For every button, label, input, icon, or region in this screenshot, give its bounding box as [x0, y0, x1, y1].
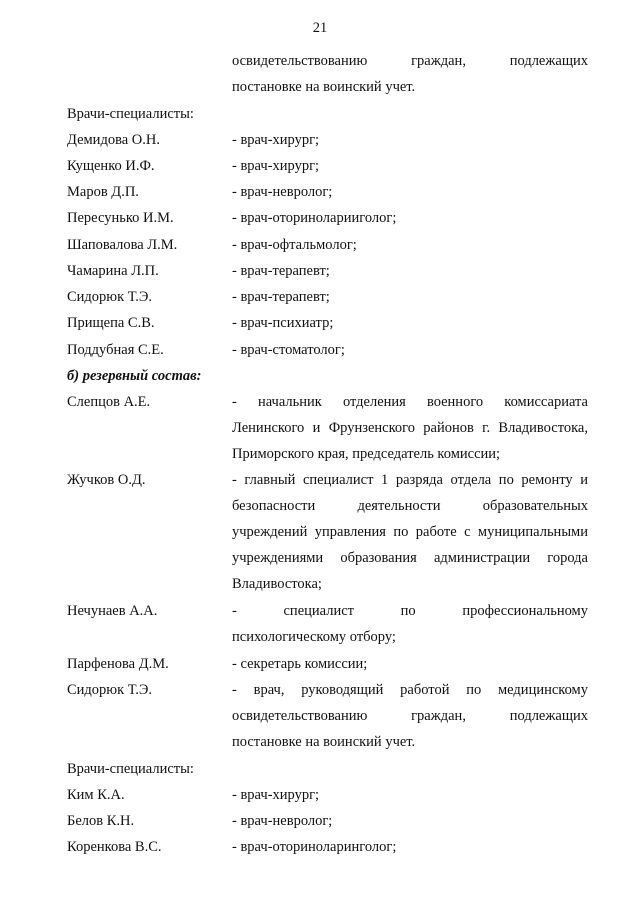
member-role: - врач-офтальмолог;: [232, 237, 357, 253]
member-role: - врач-стоматолог;: [232, 342, 345, 358]
member-name: Жучков О.Д.: [67, 472, 146, 488]
member-role-line: освидетельствованию граждан, подлежащих: [232, 708, 588, 724]
member-role: - врач-терапевт;: [232, 289, 330, 305]
member-name: Прищепа С.В.: [67, 315, 155, 331]
member-name: Демидова О.Н.: [67, 132, 160, 148]
member-role-line: - врач, руководящий работой по медицинскому: [232, 682, 588, 698]
member-role-line: Владивостока;: [232, 576, 322, 592]
page-number: 21: [312, 20, 328, 36]
reserve-heading: б) резервный состав:: [67, 368, 202, 384]
member-role: - врач-оториноларииголог;: [232, 210, 397, 226]
member-role-line: постановке на воинский учет.: [232, 734, 416, 750]
continuation-line: постановке на воинский учет.: [232, 79, 416, 95]
member-name: Поддубная С.Е.: [67, 342, 164, 358]
member-name: Парфенова Д.М.: [67, 656, 169, 672]
section-heading: Врачи-специалисты:: [67, 106, 194, 122]
member-name: Маров Д.П.: [67, 184, 139, 200]
member-role-line: Ленинского и Фрунзенского районов г. Владивостока,: [232, 420, 588, 436]
member-name: Пересунько И.М.: [67, 210, 174, 226]
member-role-line: - главный специалист 1 разряда отдела по ремонту и: [232, 472, 588, 488]
member-role-line: учреждениями образования администрации города: [232, 550, 588, 566]
member-role: - врач-терапевт;: [232, 263, 330, 279]
member-name: Чамарина Л.П.: [67, 263, 159, 279]
member-role: - врач-невролог;: [232, 813, 333, 829]
member-role-line: - специалист по профессиональному: [232, 603, 588, 619]
member-name: Сидорюк Т.Э.: [67, 289, 153, 305]
section-heading: Врачи-специалисты:: [67, 761, 194, 777]
member-role: - врач-хирург;: [232, 158, 320, 174]
member-name: Коренкова В.С.: [67, 839, 162, 855]
member-role-line: учреждений управления по работе с муниципальными: [232, 524, 588, 540]
member-role: - врач-хирург;: [232, 132, 320, 148]
member-role-line: психологическому отбору;: [232, 629, 396, 645]
member-role-line: - начальник отделения военного комиссариата: [232, 394, 588, 410]
member-role-line: - секретарь комиссии;: [232, 656, 368, 672]
member-role-line: безопасности деятельности образовательных: [232, 498, 588, 514]
member-name: Шаповалова Л.М.: [67, 237, 178, 253]
member-role-line: Приморского края, председатель комиссии;: [232, 446, 501, 462]
member-name: Нечунаев А.А.: [67, 603, 158, 619]
member-name: Белов К.Н.: [67, 813, 135, 829]
member-name: Кущенко И.Ф.: [67, 158, 155, 174]
member-role: - врач-невролог;: [232, 184, 333, 200]
member-name: Слепцов А.Е.: [67, 394, 151, 410]
member-name: Ким К.А.: [67, 787, 125, 803]
member-role: - врач-оториноларинголог;: [232, 839, 397, 855]
continuation-line: освидетельствованию граждан, подлежащих: [232, 53, 588, 69]
member-role: - врач-психиатр;: [232, 315, 334, 331]
member-role: - врач-хирург;: [232, 787, 320, 803]
member-name: Сидорюк Т.Э.: [67, 682, 153, 698]
